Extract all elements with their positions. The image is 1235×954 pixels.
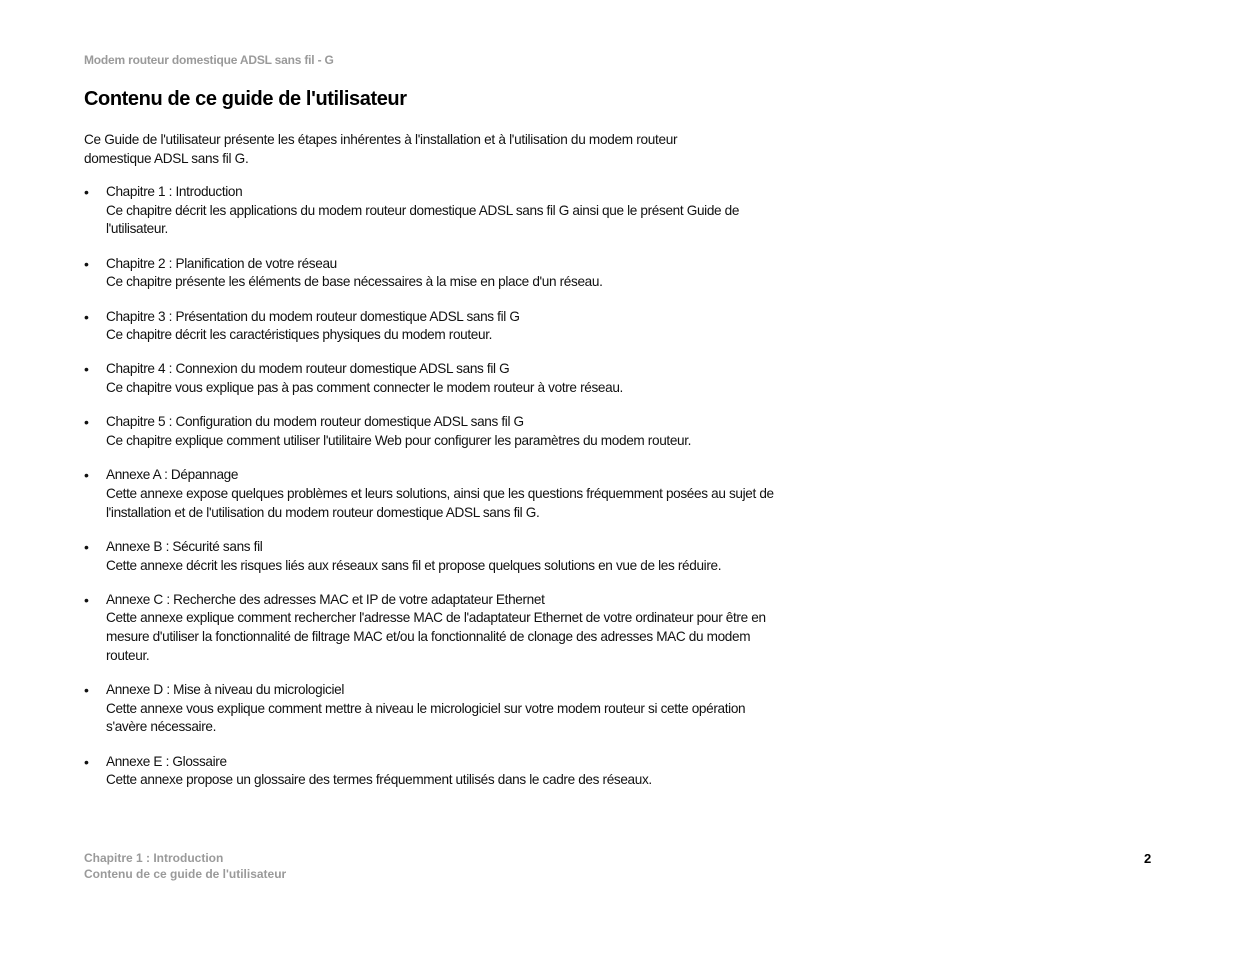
bullet-icon: • <box>84 414 89 431</box>
list-item-title: Chapitre 2 : Planification de votre réseau <box>106 255 337 271</box>
list-item-title: Annexe D : Mise à niveau du micrologiciel <box>106 682 345 698</box>
bullet-icon: • <box>84 682 89 699</box>
list-item <box>84 308 774 345</box>
page-title: Contenu de ce guide de l'utilisateur <box>84 88 407 110</box>
list-item-description: Cette annexe explique comment rechercher l'adresse MAC de l'adaptateur Ethernet de votre ordinateur pour être en mesure d'utiliser la fonctionnalité de filtrage MAC et/ou la fonctionnalité de clonage des adresses MAC du modem routeur. <box>106 610 766 663</box>
list-item-description: Ce chapitre explique comment utiliser l'utilitaire Web pour configurer les paramètres du modem routeur. <box>106 433 692 449</box>
list-item-description: Cette annexe vous explique comment mettre à niveau le micrologiciel sur votre modem routeur si cette opération s'avère nécessaire. <box>106 700 746 735</box>
list-item-title: Chapitre 4 : Connexion du modem routeur domestique ADSL sans fil G <box>106 361 510 377</box>
bullet-icon: • <box>84 753 89 770</box>
footer-chapter: Chapitre 1 : Introduction <box>84 851 224 865</box>
list-item-title: Annexe E : Glossaire <box>106 753 227 769</box>
footer-breadcrumb <box>84 850 286 882</box>
list-item-title: Annexe A : Dépannage <box>106 467 239 483</box>
intro-paragraph: Ce Guide de l'utilisateur présente les étapes inhérentes à l'installation et à l'utilisation du modem routeur domestique ADSL sans fil G. <box>84 132 678 166</box>
list-item-description: Cette annexe décrit les risques liés aux réseaux sans fil et propose quelques solutions en vue de les réduire. <box>106 557 722 573</box>
list-item <box>84 538 774 575</box>
bullet-icon: • <box>84 538 89 555</box>
list-item <box>84 753 774 790</box>
page-number: 2 <box>1144 851 1152 866</box>
list-item-title: Chapitre 3 : Présentation du modem routeur domestique ADSL sans fil G <box>106 308 520 324</box>
list-item-description: Ce chapitre présente les éléments de base nécessaires à la mise en place d'un réseau. <box>106 274 603 290</box>
list-item <box>84 681 774 737</box>
bullet-icon: • <box>84 255 89 272</box>
list-item <box>84 183 774 239</box>
list-item <box>84 255 774 292</box>
list-item-description: Ce chapitre décrit les applications du modem routeur domestique ADSL sans fil G ainsi que le présent Guide de l'utilisateur. <box>106 202 740 237</box>
list-item <box>84 466 774 522</box>
list-item-description: Cette annexe expose quelques problèmes et leurs solutions, ainsi que les questions fréquemment posées au sujet de l'installation et de l'utilisation du modem routeur domestique ADSL sans fil G. <box>106 485 774 520</box>
list-item-title: Chapitre 1 : Introduction <box>106 184 243 199</box>
list-item <box>84 413 774 450</box>
running-header: Modem routeur domestique ADSL sans fil - G <box>84 53 334 67</box>
bullet-icon: • <box>84 361 89 378</box>
bullet-icon: • <box>84 591 89 608</box>
list-item-description: Ce chapitre décrit les caractéristiques physiques du modem routeur. <box>106 327 493 343</box>
bullet-icon: • <box>84 184 89 200</box>
list-item-title: Chapitre 5 : Configuration du modem routeur domestique ADSL sans fil G <box>106 414 524 430</box>
list-item <box>84 360 774 397</box>
list-item-title: Annexe B : Sécurité sans fil <box>106 538 263 554</box>
list-item <box>84 591 774 666</box>
list-item-title: Annexe C : Recherche des adresses MAC et IP de votre adaptateur Ethernet <box>106 591 545 607</box>
bullet-icon: • <box>84 308 89 325</box>
bullet-icon: • <box>84 467 89 484</box>
list-item-description: Cette annexe propose un glossaire des termes fréquemment utilisés dans le cadre des réseaux. <box>106 772 652 788</box>
list-item-description: Ce chapitre vous explique pas à pas comment connecter le modem routeur à votre réseau. <box>106 380 623 396</box>
footer-section-title: Contenu de ce guide de l'utilisateur <box>84 867 287 881</box>
chapter-list <box>84 183 774 806</box>
